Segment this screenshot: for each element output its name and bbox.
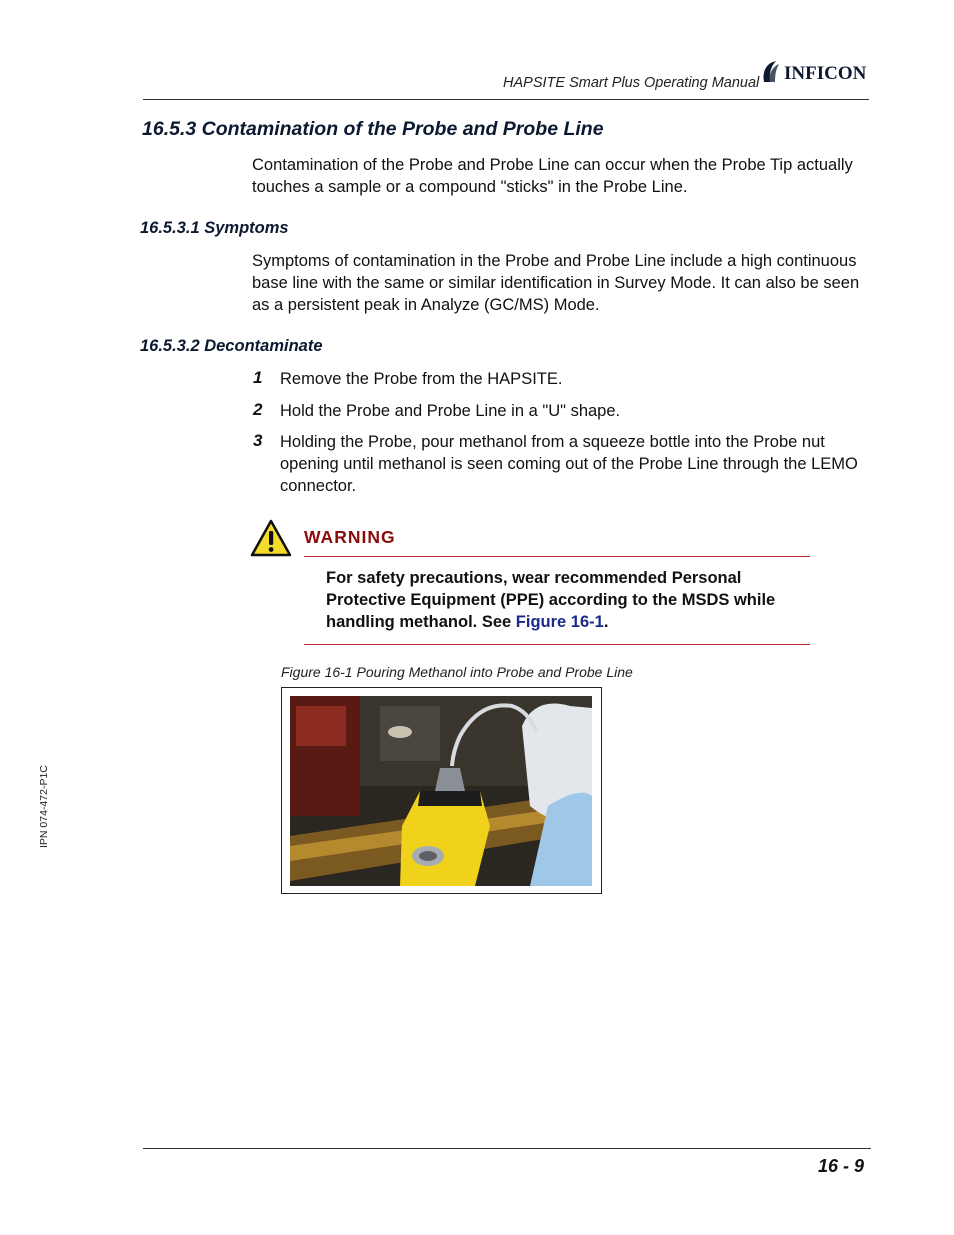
page-number: 16 - 9 — [817, 1156, 864, 1176]
symptoms-text: Symptoms of contamination in the Probe and Probe Line include a high continuous base line with the same or similar identification in Survey Mode. It can also be seen as a persistent peak in Analyze (GC/MS) Mode. — [252, 252, 860, 314]
figure-caption: Figure 16-1 Pouring Methanol into Probe and Probe Line — [281, 664, 633, 680]
warning-triangle-icon — [250, 519, 292, 557]
step-text: Hold the Probe and Probe Line in a "U" shape. — [280, 402, 621, 420]
figure-link[interactable]: Figure 16-1 — [515, 613, 604, 631]
section-intro: Contamination of the Probe and Probe Line can occur when the Probe Tip actually touches a sample or a compound "sticks" in the Probe Line. — [252, 156, 853, 196]
step-number: 1 — [253, 368, 263, 387]
step-number: 2 — [253, 400, 263, 419]
warning-top-rule — [304, 556, 810, 557]
warning-title: WARNING — [304, 527, 396, 547]
manual-title: HAPSITE Smart Plus Operating Manual — [503, 75, 760, 91]
warning-text-end: . — [603, 613, 609, 631]
step-text: Holding the Probe, pour methanol from a squeeze bottle into the Probe nut opening until methanol is seen coming out of the Probe Line through the LEMO connector. — [280, 433, 858, 495]
inficon-logo — [760, 58, 872, 86]
warning-text — [326, 567, 806, 633]
warning-bottom-rule — [304, 644, 810, 645]
section-heading: 16.5.3 Contamination of the Probe and Probe Line — [142, 118, 604, 140]
document-ipn-label: IPN 074-472-P1C — [38, 765, 50, 848]
logo-text: INFICON — [784, 63, 867, 84]
decontaminate-heading: 16.5.3.2 Decontaminate — [140, 337, 323, 355]
symptoms-heading: 16.5.3.1 Symptoms — [140, 219, 289, 237]
probe-photo — [290, 696, 592, 886]
warning-text-lead: For safety precautions, wear recommended Personal Protective Equipment (PPE) according to the MSDS while handling methanol. See — [326, 569, 776, 631]
figure-frame — [281, 687, 602, 894]
header-rule — [143, 99, 869, 100]
step-text: Remove the Probe from the HAPSITE. — [280, 370, 563, 388]
footer-rule — [143, 1148, 871, 1149]
step-number: 3 — [253, 431, 263, 450]
